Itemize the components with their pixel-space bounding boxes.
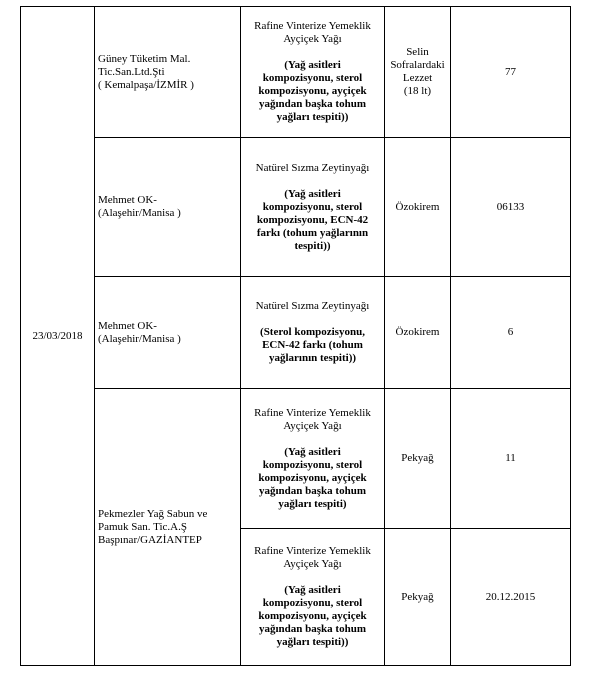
text-line: (Sterol kompozisyonu, bbox=[260, 326, 365, 338]
table-row bbox=[21, 138, 571, 277]
text-line: kompozisyonu, ayçiçek bbox=[258, 85, 367, 97]
text-line: yağından başka tohum bbox=[259, 98, 366, 110]
table-row bbox=[21, 7, 571, 138]
product-cell bbox=[241, 138, 385, 277]
product-name bbox=[244, 162, 381, 175]
text-line: ( Kemalpaşa/İZMİR ) bbox=[98, 78, 194, 91]
text-line: (Yağ asitleri bbox=[284, 59, 341, 71]
product-name bbox=[244, 300, 381, 313]
text-line: (18 lt) bbox=[403, 85, 432, 97]
text-line: (Alaşehir/Manisa ) bbox=[98, 207, 181, 219]
text-line: (Alaşehir/Manisa ) bbox=[98, 332, 181, 345]
text-line: Özokirem bbox=[395, 200, 440, 213]
text-line: kompozisyonu, sterol bbox=[262, 597, 363, 609]
text-line: kompozisyonu, ayçiçek bbox=[258, 610, 367, 622]
text-line: Rafine Vinterize Yemeklik bbox=[254, 20, 371, 32]
text-line: tespiti)) bbox=[294, 239, 331, 252]
text-line: Pekmezler Yağ Sabun ve bbox=[98, 507, 208, 520]
lot-number: 6 bbox=[451, 277, 571, 389]
text-line: Pekyağ bbox=[401, 590, 434, 603]
text-line: kompozisyonu, ayçiçek bbox=[258, 471, 367, 484]
text-line: Başpınar/GAZİANTEP bbox=[98, 533, 202, 546]
text-line: yağından başka tohum bbox=[259, 623, 366, 635]
product-cell bbox=[241, 529, 385, 666]
inspection-table bbox=[20, 6, 571, 666]
text-line: yağları tespiti)) bbox=[276, 111, 349, 123]
text-line: Selin bbox=[406, 46, 429, 58]
analysis-text bbox=[244, 59, 381, 124]
analysis-text bbox=[244, 446, 381, 511]
company-cell bbox=[95, 138, 241, 277]
product-name bbox=[244, 20, 381, 46]
text-line: (Yağ asitleri bbox=[284, 187, 341, 200]
text-line: (Yağ asitleri bbox=[284, 445, 341, 458]
text-line: kompozisyonu, ECN-42 bbox=[256, 213, 369, 226]
text-line: Ayçiçek Yağı bbox=[283, 558, 342, 570]
text-line: Natürel Sızma Zeytinyağı bbox=[255, 300, 370, 312]
text-line: Güney Tüketim Mal. bbox=[98, 52, 191, 65]
text-line: yağlarının tespiti)) bbox=[268, 352, 357, 364]
analysis-text bbox=[244, 584, 381, 649]
text-line: Mehmet OK- bbox=[98, 319, 157, 332]
table-row bbox=[21, 389, 571, 529]
lot-number: 11 bbox=[451, 389, 571, 529]
text-line: Özokirem bbox=[395, 326, 440, 338]
text-line: yağları tespiti) bbox=[278, 497, 347, 510]
lot-number: 06133 bbox=[451, 138, 571, 277]
company-cell bbox=[95, 389, 241, 666]
analysis-text bbox=[244, 188, 381, 253]
brand-cell bbox=[385, 138, 451, 277]
text-line: kompozisyonu, sterol bbox=[262, 458, 363, 471]
text-line: (Yağ asitleri bbox=[284, 584, 341, 596]
text-line: Ayçiçek Yağı bbox=[283, 33, 342, 45]
analysis-text bbox=[244, 326, 381, 365]
product-name bbox=[244, 545, 381, 571]
text-line: Pekyağ bbox=[401, 452, 434, 464]
product-cell bbox=[241, 277, 385, 389]
text-line: Rafine Vinterize Yemeklik bbox=[254, 406, 371, 419]
lot-number: 20.12.2015 bbox=[451, 529, 571, 666]
text-line: Mehmet OK- bbox=[98, 194, 157, 206]
company-cell bbox=[95, 7, 241, 138]
text-line: yağından başka tohum bbox=[259, 484, 366, 497]
text-line: Rafine Vinterize Yemeklik bbox=[254, 545, 371, 557]
text-line: Ayçiçek Yağı bbox=[283, 419, 342, 432]
company-cell bbox=[95, 277, 241, 389]
brand-cell bbox=[385, 7, 451, 138]
text-line: Natürel Sızma Zeytinyağı bbox=[255, 161, 370, 174]
text-line: Tic.San.Ltd.Şti bbox=[98, 65, 165, 78]
text-line: kompozisyonu, sterol bbox=[262, 200, 363, 213]
text-line: Pamuk San. Tic.A.Ş bbox=[98, 520, 187, 533]
product-cell bbox=[241, 7, 385, 138]
product-cell bbox=[241, 389, 385, 529]
text-line: yağları tespiti)) bbox=[276, 636, 349, 648]
sampling-date: 23/03/2018 bbox=[21, 7, 95, 666]
text-line: kompozisyonu, sterol bbox=[262, 72, 363, 84]
text-line: ECN-42 farkı (tohum bbox=[262, 339, 363, 351]
text-line: farkı (tohum yağlarının bbox=[256, 226, 369, 239]
lot-number: 77 bbox=[451, 7, 571, 138]
text-line: Sofralardaki bbox=[390, 59, 445, 71]
brand-cell bbox=[385, 529, 451, 666]
table-row bbox=[21, 277, 571, 389]
brand-cell bbox=[385, 389, 451, 529]
brand-cell bbox=[385, 277, 451, 389]
text-line: Lezzet bbox=[402, 72, 433, 84]
product-name bbox=[244, 407, 381, 433]
